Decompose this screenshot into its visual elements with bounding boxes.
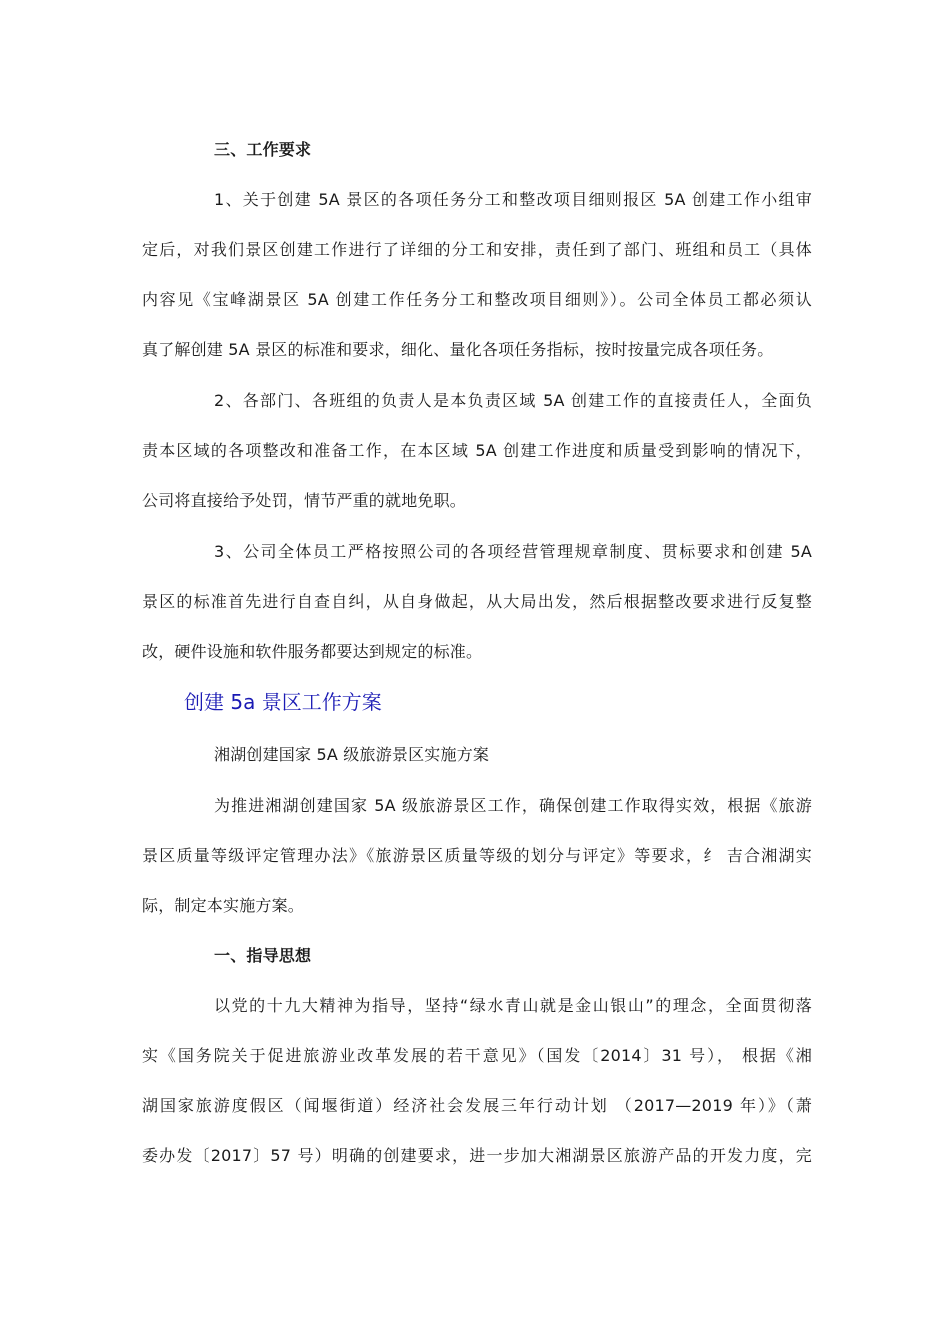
section-3-p2-line-1: 2、各部门、各班组的负责人是本负责区域 5A 创建工作的直接责任人，全面负: [214, 391, 812, 410]
section-3-p1-line-2: 定后，对我们景区创建工作进行了详细的分工和安排，责任到了部门、班组和员工（具体: [142, 240, 812, 259]
section-1-line-4: 委办发〔2017〕57 号）明确的创建要求，进一步加大湘湖景区旅游产品的开发力度，完: [142, 1146, 812, 1165]
section-3-p2-line-2: 责本区域的各项整改和准备工作，在本区域 5A 创建工作进度和质量受到影响的情况下，: [142, 441, 812, 460]
section-1-line-1: 以党的十九大精神为指导，坚持“绿水青山就是金山银山”的理念，全面贯彻落: [214, 996, 812, 1015]
article-subtitle: 湘湖创建国家 5A 级旅游景区实施方案: [214, 745, 490, 764]
section-1-line-3: 湖国家旅游度假区（闻堰街道）经济社会发展三年行动计划 （2017—2019 年）》（萧: [142, 1096, 812, 1115]
section-3-p3-line-2: 景区的标准首先进行自查自纠，从自身做起，从大局出发，然后根据整改要求进行反复整: [142, 592, 812, 611]
section-1-title: 一、指导思想: [214, 946, 312, 965]
article-heading: 创建 5a 景区工作方案: [184, 690, 382, 714]
intro-line-3: 际，制定本实施方案。: [142, 896, 305, 915]
section-1-line-2: 实《国务院关于促进旅游业改革发展的若干意见》（国发〔2014〕31 号）， 根据《湘: [142, 1046, 812, 1065]
intro-line-1: 为推进湘湖创建国家 5A 级旅游景区工作，确保创建工作取得实效，根据《旅游: [214, 796, 812, 815]
section-3-p2-line-3: 公司将直接给予处罚，情节严重的就地免职。: [142, 491, 467, 510]
section-3-title: 三、工作要求: [214, 140, 312, 159]
section-3-p3-line-3: 改，硬件设施和软件服务都要达到规定的标准。: [142, 642, 483, 661]
section-3-p1-line-4: 真了解创建 5A 景区的标准和要求，细化、量化各项任务指标，按时按量完成各项任务。: [142, 340, 774, 359]
section-3-p1-line-3: 内容见《宝峰湖景区 5A 创建工作任务分工和整改项目细则》）。公司全体员工都必须认: [142, 290, 812, 309]
intro-line-2: 景区质量等级评定管理办法》《旅游景区质量等级的划分与评定》等要求，纟 吉合湘湖实: [142, 846, 812, 865]
section-3-p1-line-1: 1、关于创建 5A 景区的各项任务分工和整改项目细则报区 5A 创建工作小组审: [214, 190, 812, 209]
section-3-p3-line-1: 3、公司全体员工严格按照公司的各项经营管理规章制度、贯标要求和创建 5A: [214, 542, 812, 561]
